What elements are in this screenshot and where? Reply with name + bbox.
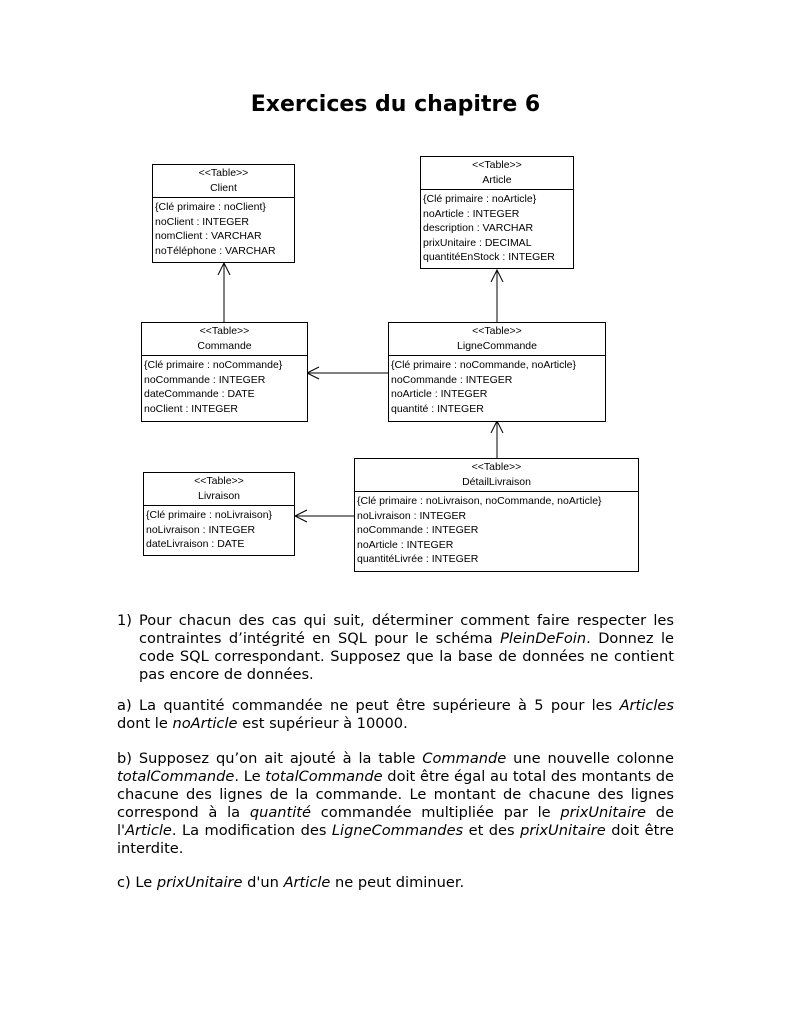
attribute-list	[142, 356, 307, 421]
attribute: {Clé primaire : noLivraison, noCommande, noArticle}	[357, 495, 602, 507]
emphasis: totalCommande	[265, 768, 383, 785]
attribute: noArticle : INTEGER	[357, 538, 454, 551]
attribute: {Clé primaire : noCommande, noArticle}	[391, 359, 577, 371]
attribute: noTéléphone : VARCHAR	[155, 244, 276, 257]
attribute: noLivraison : INTEGER	[146, 523, 256, 536]
text-run: une nouvelle colonne	[506, 750, 675, 767]
emphasis: quantité	[249, 804, 312, 821]
table-client	[152, 164, 295, 263]
stereotype-label: <<Table>>	[194, 475, 244, 487]
text-run: . La modification des	[171, 822, 332, 839]
text-run: et des	[463, 822, 521, 839]
text-run: . Le	[234, 768, 266, 785]
case-a	[117, 697, 674, 733]
text-run: ne peut diminuer.	[330, 874, 465, 891]
table-name: Client	[210, 181, 237, 194]
emphasis: prixUnitaire	[156, 874, 243, 891]
attribute-list	[144, 506, 294, 555]
attribute: description : VARCHAR	[423, 222, 534, 234]
question-1	[117, 612, 674, 684]
attribute: {Clé primaire : noArticle}	[423, 193, 537, 205]
stereotype-label: <<Table>>	[199, 325, 250, 337]
emphasis: totalCommande	[117, 768, 235, 785]
attribute-list	[355, 492, 638, 571]
attribute-list	[153, 198, 294, 262]
table-article-header	[421, 157, 573, 190]
table-detaillivraison-header	[355, 459, 638, 492]
table-commande	[141, 322, 308, 422]
text-run: a) La quantité commandée ne peut être supérieure à 5 pour les	[117, 697, 620, 714]
attribute: noClient : INTEGER	[155, 215, 249, 228]
page-title: Exercices du chapitre 6	[250, 92, 541, 117]
attribute: noCommande : INTEGER	[391, 373, 513, 386]
table-detaillivraison	[354, 458, 639, 572]
emphasis: noArticle	[172, 715, 238, 732]
table-lignecommande-header	[389, 323, 605, 356]
text-run: c) Le	[117, 874, 157, 891]
attribute: quantitéLivrée : INTEGER	[357, 553, 479, 565]
attribute: {Clé primaire : noClient}	[155, 201, 266, 213]
emphasis: prixUnitaire	[560, 804, 647, 821]
emphasis: Articles	[619, 697, 674, 714]
table-name: Article	[482, 173, 512, 186]
text-run: Pour chacun des cas qui suit, déterminer comment faire respecter les contraintes d’intégrité en SQL pour le schéma	[139, 612, 674, 647]
text-run: de l'	[117, 804, 674, 839]
case-c	[117, 874, 674, 892]
attribute-list	[389, 356, 605, 421]
attribute-list	[421, 190, 573, 268]
attribute: noCommande : INTEGER	[144, 373, 266, 386]
table-livraison-header	[144, 473, 294, 506]
attribute: dateLivraison : DATE	[146, 538, 245, 550]
question-number: 1)	[117, 612, 132, 629]
table-name: DétailLivraison	[462, 475, 531, 488]
attribute: nomClient : VARCHAR	[155, 230, 262, 242]
table-lignecommande	[388, 322, 606, 422]
text-run: commandée multipliée par le	[311, 804, 561, 821]
attribute: prixUnitaire : DECIMAL	[423, 236, 532, 249]
table-article	[420, 156, 574, 269]
text-run: est supérieur à 10000.	[237, 715, 408, 732]
emphasis: LigneCommandes	[331, 822, 464, 839]
text-run: doit être interdite.	[117, 822, 674, 857]
stereotype-label: <<Table>>	[198, 167, 249, 179]
table-name: LigneCommande	[457, 339, 537, 352]
schema-name: PleinDeFoin	[500, 630, 587, 647]
attribute: quantité : INTEGER	[391, 402, 484, 415]
stereotype-label: <<Table>>	[471, 461, 522, 473]
question-1-text	[139, 612, 674, 684]
text-run: b) Supposez qu’on ait ajouté à la table	[117, 750, 423, 767]
table-name: Livraison	[197, 489, 241, 502]
case-b	[117, 750, 674, 858]
attribute: {Clé primaire : noLivraison}	[146, 509, 273, 521]
stereotype-label: <<Table>>	[472, 159, 522, 171]
table-commande-header	[142, 323, 307, 356]
emphasis: prixUnitaire	[520, 822, 606, 839]
table-name: Commande	[197, 339, 252, 352]
emphasis: Commande	[422, 750, 507, 767]
attribute: noCommande : INTEGER	[357, 524, 479, 536]
stereotype-label: <<Table>>	[472, 325, 522, 337]
attribute: noArticle : INTEGER	[391, 388, 488, 400]
table-client-header	[153, 165, 294, 198]
attribute: {Clé primaire : noCommande}	[144, 359, 283, 371]
attribute: noClient : INTEGER	[144, 402, 238, 415]
attribute: noLivraison : INTEGER	[357, 509, 467, 522]
text-run: dont le	[117, 715, 173, 732]
emphasis: Article	[283, 874, 331, 891]
attribute: noArticle : INTEGER	[423, 207, 520, 220]
text-run: doit être égal au total des montants de chacune des lignes de la commande. Le montant de chacune des lignes correspond à la	[117, 768, 674, 821]
text-run: . Donnez le code SQL correspondant. Supposez que la base de données ne contient pas encore de données.	[139, 630, 674, 683]
attribute: dateCommande : DATE	[144, 388, 255, 400]
text-run: d'un	[242, 874, 284, 891]
attribute: quantitéEnStock : INTEGER	[423, 251, 555, 263]
table-livraison	[143, 472, 295, 556]
emphasis: Article	[125, 822, 172, 839]
